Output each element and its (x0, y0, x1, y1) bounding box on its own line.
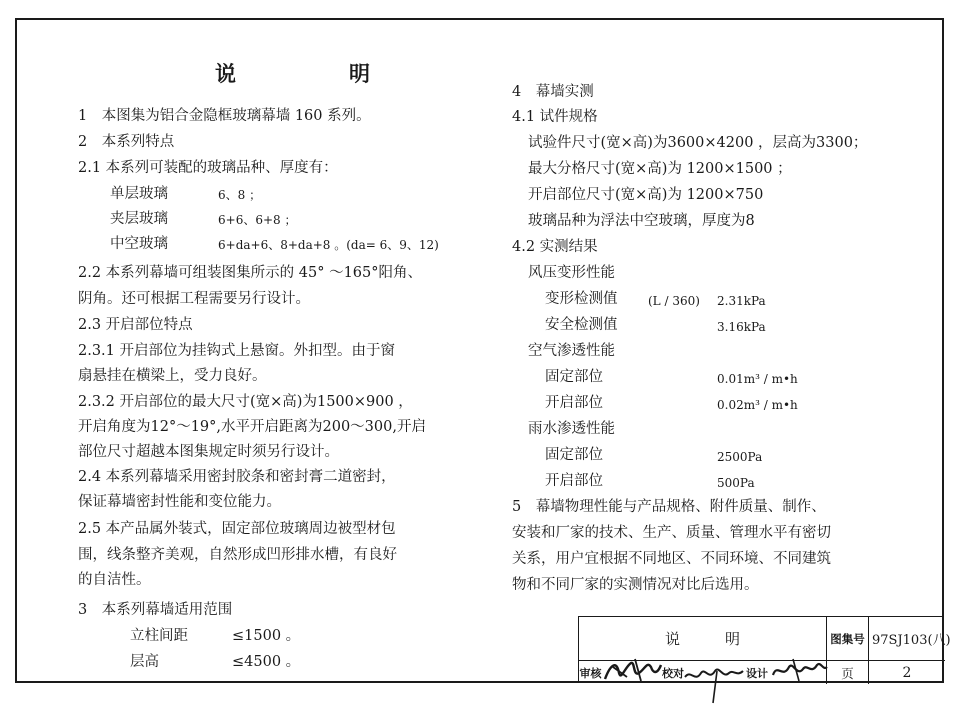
rain-heading: 雨水渗透性能 (528, 421, 615, 437)
item-2: 2 本系列特点 (78, 134, 175, 150)
item-2-2-line1: 2.2 本系列幕墙可组装图集所示的 45° ～165°阳角、 (78, 265, 423, 281)
item-5-line4: 物和不同厂家的实测情况对比后选用。 (512, 577, 759, 593)
design-label: 设计 (746, 666, 768, 680)
item-1: 1 本图集为铝合金隐框玻璃幕墙 160 系列。 (78, 108, 371, 124)
item-2-2-line2: 阴角。还可根据工程需要另行设计。 (78, 291, 310, 307)
result-name: 变形检测值 (545, 291, 618, 307)
result-condition: (L / 360) (648, 294, 700, 308)
item-2-3-2-line2: 开启角度为12°～19°,水平开启距离为200～300,开启 (78, 419, 426, 435)
scope-value: ≤1500 。 (232, 628, 301, 644)
item-4-2: 4.2 实测结果 (512, 239, 598, 255)
item-2-3-2-line3: 部位尺寸超越本图集规定时须另行设计。 (78, 444, 339, 460)
item-5-line2: 安装和厂家的技术、生产、质量、管理水平有密切 (512, 525, 831, 541)
spec-line: 试验件尺寸(宽×高)为3600×4200 ，层高为3300； (528, 135, 868, 151)
item-4-1: 4.1 试件规格 (512, 109, 598, 125)
result-value: 500Pa (717, 476, 755, 490)
glass-value: 6+da+6、8+da+8 。(da= 6、9、12) (218, 238, 439, 252)
air-heading: 空气渗透性能 (528, 343, 615, 359)
glass-name: 中空玻璃 (110, 236, 168, 252)
item-4: 4 幕墙实测 (512, 84, 594, 100)
scope-name: 层高 (130, 654, 159, 670)
check-signature (683, 657, 747, 707)
atlas-number: 97SJ103(八) (869, 617, 945, 661)
page-number: 2 (902, 664, 912, 681)
glass-value: 6+6、6+8 ； (218, 213, 297, 227)
item-2-3-1-line2: 扇悬挂在横梁上，受力良好。 (78, 368, 267, 384)
item-5-line1: 5 幕墙物理性能与产品规格、附件质量、制作、 (512, 499, 826, 515)
result-name: 固定部位 (545, 369, 603, 385)
design-signature (769, 653, 829, 685)
spec-line: 最大分格尺寸(宽×高)为 1200×1500 ； (528, 161, 792, 177)
item-2-3-2-line1: 2.3.2 开启部位的最大尺寸(宽×高)为1500×900 ， (78, 394, 413, 410)
spec-line: 玻璃品种为浮法中空玻璃，厚度为8 (528, 213, 755, 229)
item-5-line3: 关系，用户宜根据不同地区、不同环境、不同建筑 (512, 551, 831, 567)
review-signature (601, 653, 663, 687)
item-2-3-1-line1: 2.3.1 开启部位为挂钩式上悬窗。外扣型。由于窗 (78, 343, 396, 359)
title-block (578, 616, 951, 683)
item-2-4-line2: 保证幕墙密封性能和变位能力。 (78, 494, 281, 510)
check-label: 校对 (662, 666, 684, 680)
result-value: 2500Pa (717, 450, 763, 464)
item-2-1: 2.1 本系列可装配的玻璃品种、厚度有： (78, 160, 338, 176)
glass-name: 夹层玻璃 (110, 211, 168, 227)
title-block-title: 说 明 (579, 617, 827, 661)
result-name: 固定部位 (545, 447, 603, 463)
glass-name: 单层玻璃 (110, 186, 168, 202)
item-3: 3 本系列幕墙适用范围 (78, 602, 233, 618)
wind-heading: 风压变形性能 (528, 265, 615, 281)
glass-value: 6、8 ； (218, 188, 262, 202)
review-label: 审核 (579, 666, 602, 680)
item-2-5-line3: 的自洁性。 (78, 572, 151, 588)
page-label: 页 (827, 661, 869, 684)
page-title: 说 明 (215, 61, 416, 86)
scope-name: 立柱间距 (130, 628, 188, 644)
result-value: 0.02m³ / m•h (717, 398, 798, 412)
result-name: 安全检测值 (545, 317, 618, 333)
scope-value: ≤4500 。 (232, 654, 301, 670)
item-2-4-line1: 2.4 本系列幕墙采用密封胶条和密封膏二道密封， (78, 469, 396, 485)
result-value: 0.01m³ / m•h (717, 372, 798, 386)
item-2-5-line1: 2.5 本产品属外装式，固定部位玻璃周边被型材包 (78, 521, 396, 537)
item-2-3: 2.3 开启部位特点 (78, 317, 193, 333)
result-name: 开启部位 (545, 395, 603, 411)
result-value: 2.31kPa (717, 294, 766, 308)
spec-line: 开启部位尺寸(宽×高)为 1200×750 (528, 187, 764, 203)
atlas-number-label: 图集号 (827, 617, 869, 661)
result-name: 开启部位 (545, 473, 603, 489)
result-value: 3.16kPa (717, 320, 766, 334)
item-2-5-line2: 围，线条整齐美观，自然形成凹形排水槽，有良好 (78, 547, 397, 563)
